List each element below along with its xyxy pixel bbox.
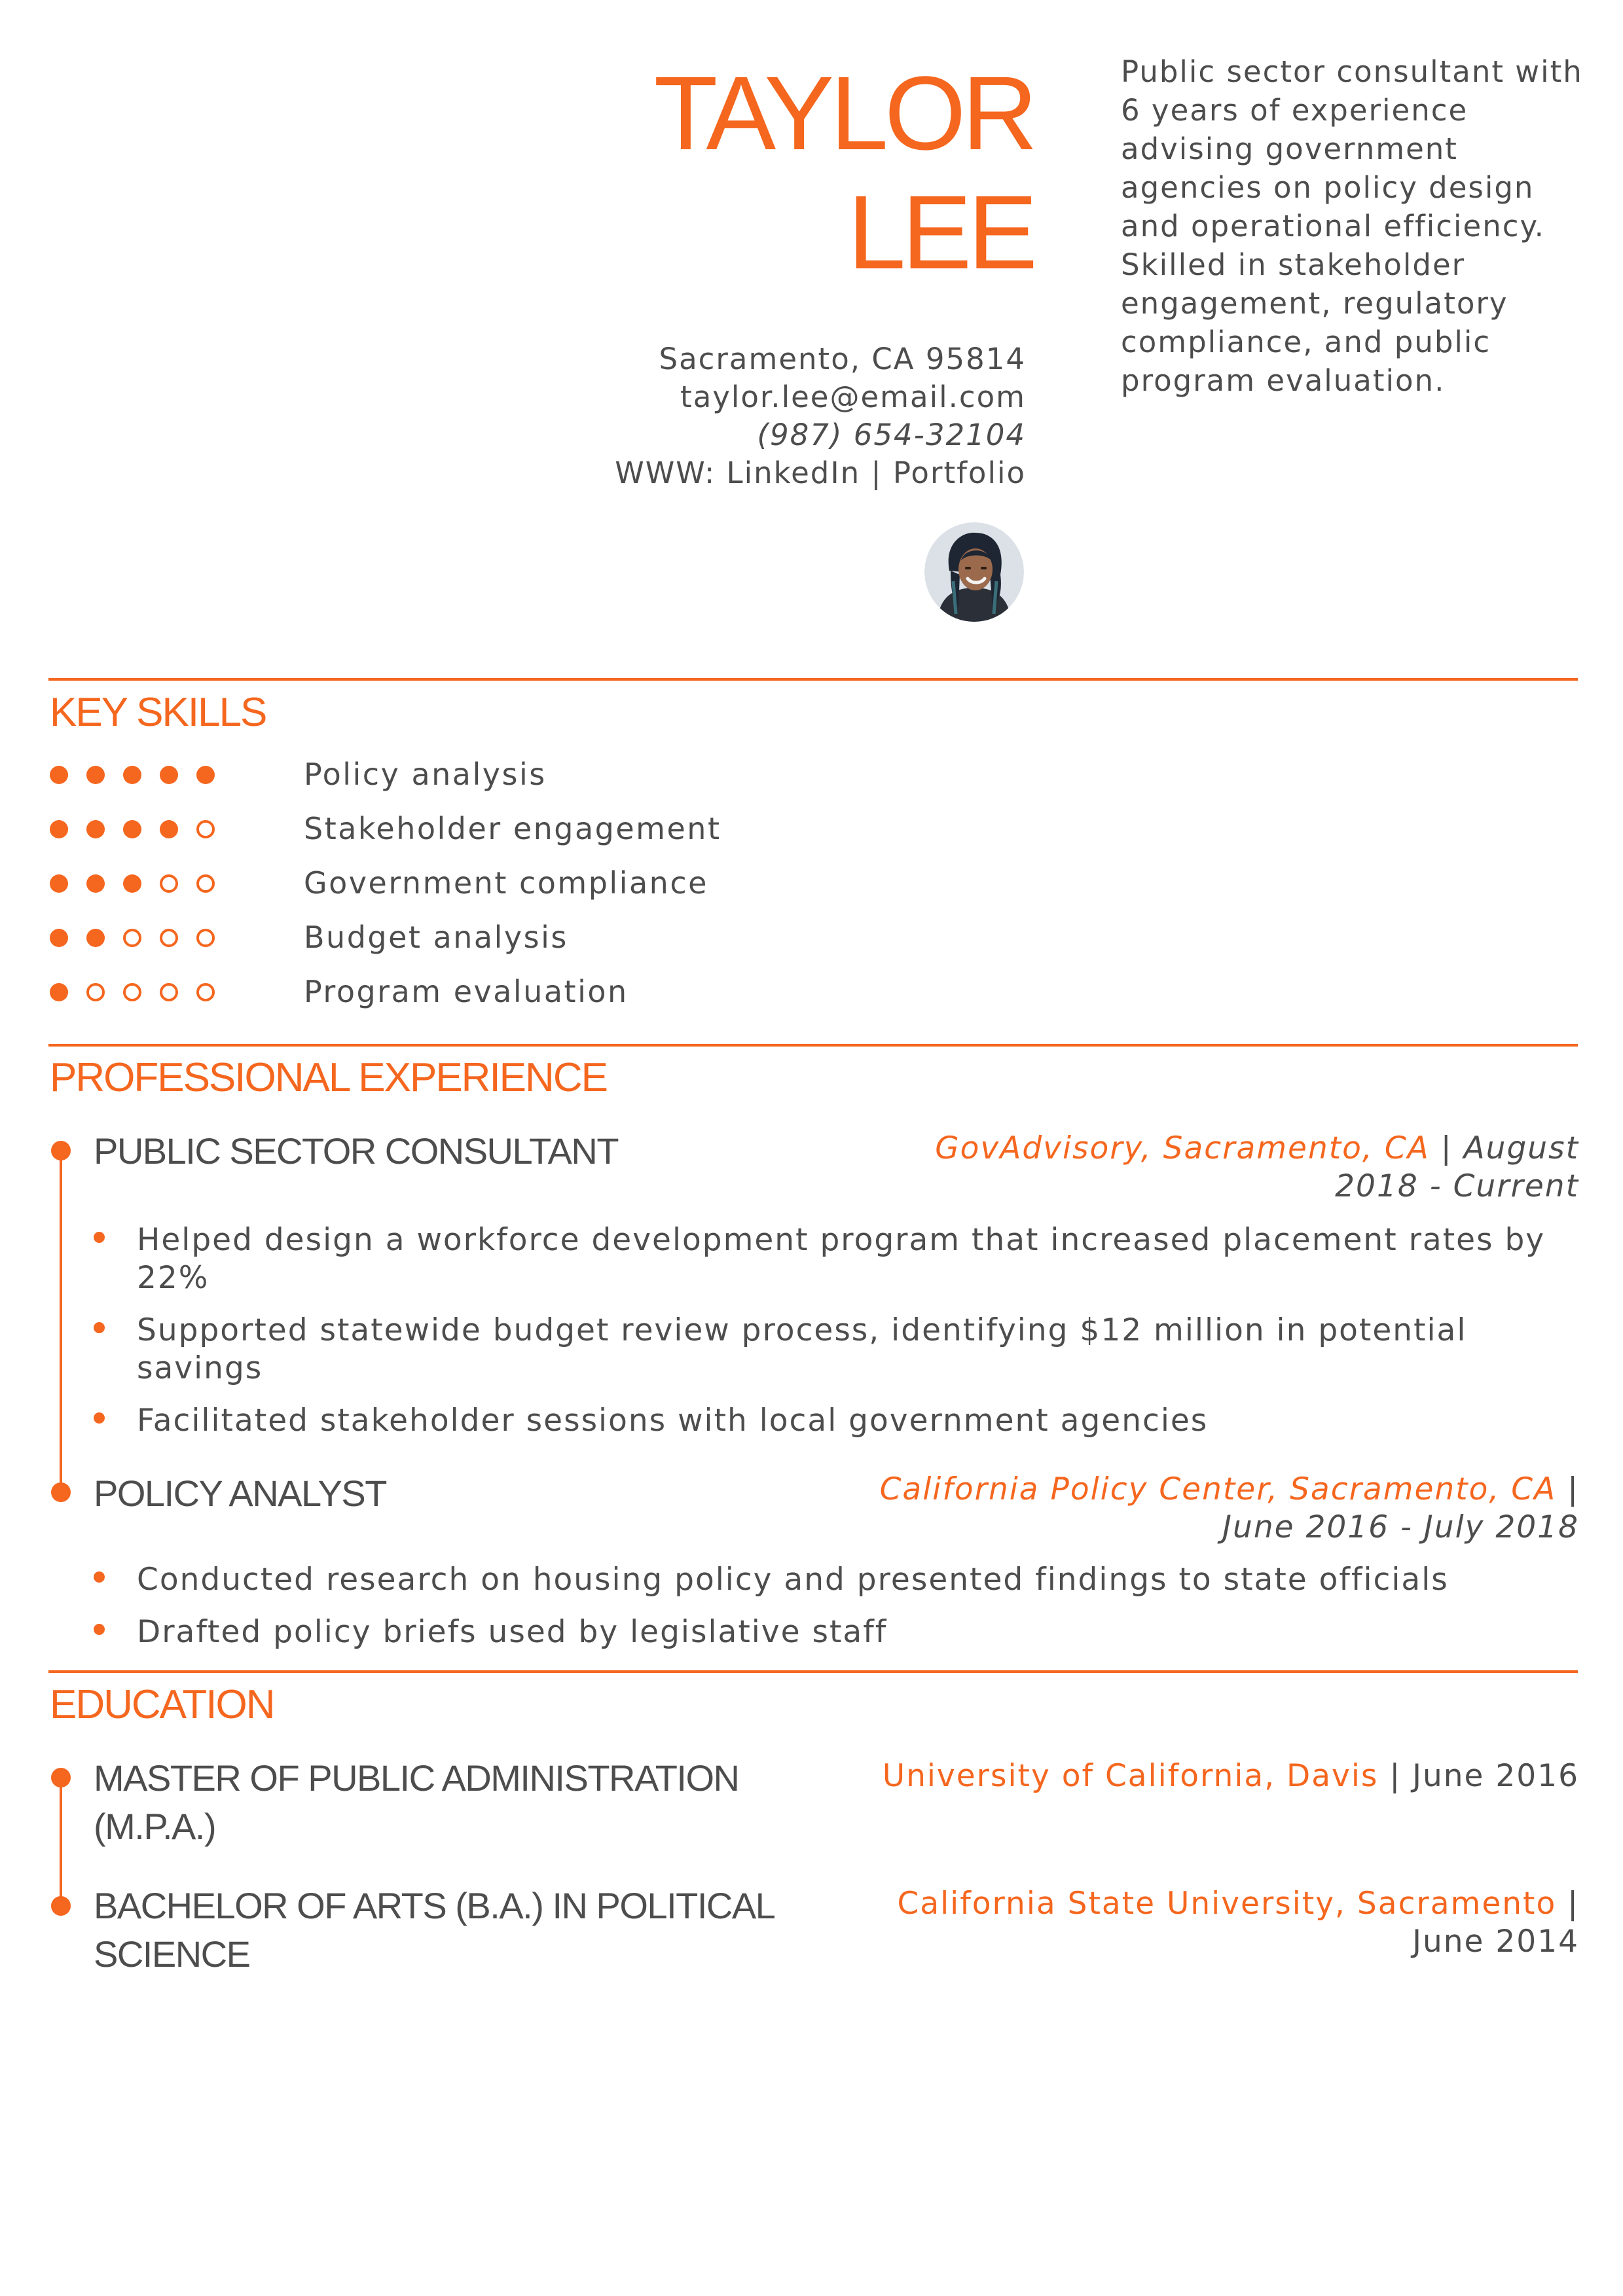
job-bullet <box>94 1613 1560 1651</box>
rating-dot-empty-icon <box>196 983 215 1001</box>
timeline-dot <box>51 1141 71 1160</box>
section-title-education: EDUCATION <box>50 1682 274 1727</box>
skill-label: Policy analysis <box>304 757 547 792</box>
timeline-dot <box>51 1896 71 1916</box>
bullet-dot-icon <box>94 1412 105 1424</box>
rating-dot-filled-icon <box>196 766 215 784</box>
rating-dot-filled-icon <box>160 820 178 838</box>
job-date-range: June 2016 - July 2018 <box>1222 1509 1579 1545</box>
rating-dot-filled-icon <box>86 874 105 893</box>
first-name: TAYLOR <box>653 54 1034 171</box>
degree-title <box>94 1754 739 1851</box>
rating-dot-empty-icon <box>196 929 215 947</box>
bullet-dot-icon <box>94 1624 105 1635</box>
bullet-dot-icon <box>94 1232 105 1243</box>
job-title: POLICY ANALYST <box>94 1473 386 1514</box>
timeline-dot <box>51 1482 71 1502</box>
bullet-dot-icon <box>94 1571 105 1583</box>
skill-label: Budget analysis <box>304 920 568 955</box>
rating-dot-filled-icon <box>123 820 141 838</box>
meta-separator: | <box>1378 1758 1413 1794</box>
rating-dot-empty-icon <box>86 983 105 1001</box>
graduation-date: June 2016 <box>1412 1758 1579 1794</box>
divider-experience <box>48 1044 1578 1047</box>
job-bullet <box>94 1402 1560 1440</box>
rating-dot-empty-icon <box>123 983 141 1001</box>
skill-label: Stakeholder engagement <box>304 811 721 846</box>
education-meta <box>793 1757 1579 1795</box>
rating-dot-empty-icon <box>160 983 178 1001</box>
job-bullet-text: Supported statewide budget review process, identifying $12 million in potential savings <box>137 1312 1467 1386</box>
skill-row <box>50 757 835 805</box>
rating-dot-filled-icon <box>86 929 105 947</box>
rating-dot-filled-icon <box>123 766 141 784</box>
rating-dot-empty-icon <box>196 820 215 838</box>
job-bullet <box>94 1221 1560 1297</box>
job-bullet-text: Drafted policy briefs used by legislative staff <box>137 1614 888 1650</box>
rating-dot-filled-icon <box>86 766 105 784</box>
graduation-date: June 2014 <box>1412 1924 1579 1960</box>
job-bullet-text: Conducted research on housing policy and presented findings to state officials <box>137 1562 1449 1598</box>
skill-row <box>50 974 835 1022</box>
school-name: University of California, Davis <box>882 1758 1379 1794</box>
skill-row <box>50 920 835 968</box>
contact-block <box>437 340 1026 492</box>
rating-dot-filled-icon <box>160 766 178 784</box>
skill-row <box>50 865 835 914</box>
rating-dot-filled-icon <box>86 820 105 838</box>
contact-web-links[interactable]: WWW: LinkedIn | Portfolio <box>615 456 1026 490</box>
rating-dot-empty-icon <box>196 874 215 893</box>
rating-dot-empty-icon <box>123 929 141 947</box>
degree-line: BACHELOR OF ARTS (B.A.) IN POLITICAL <box>94 1885 775 1926</box>
contact-email[interactable]: taylor.lee@email.com <box>680 380 1026 414</box>
education-meta <box>793 1885 1579 1961</box>
bullet-dot-icon <box>94 1322 105 1333</box>
rating-dot-filled-icon <box>50 874 68 893</box>
job-bullet <box>94 1312 1560 1388</box>
rating-dot-filled-icon <box>123 874 141 893</box>
experience-timeline <box>60 1151 62 1495</box>
job-title: PUBLIC SECTOR CONSULTANT <box>94 1130 619 1172</box>
section-title-skills: KEY SKILLS <box>50 690 266 735</box>
job-bullets <box>94 1561 1560 1666</box>
contact-phone: (987) 654-32104 <box>757 418 1026 452</box>
divider-education <box>48 1670 1578 1673</box>
job-bullets <box>94 1221 1560 1454</box>
profile-summary: Public sector consultant with 6 years of experience advising government agencies on policy design and operational efficiency. Skilled in stakeholder engagement, regulatory compliance, and public program evaluation. <box>1121 54 1583 398</box>
divider-skills <box>48 678 1578 681</box>
skill-label: Government compliance <box>304 865 708 901</box>
skill-row <box>50 811 835 859</box>
rating-dot-empty-icon <box>160 874 178 893</box>
education-timeline <box>60 1778 62 1906</box>
meta-separator: | <box>1556 1886 1579 1922</box>
skill-label: Program evaluation <box>304 974 629 1009</box>
job-bullet <box>94 1561 1560 1599</box>
contact-address: Sacramento, CA 95814 <box>659 342 1026 376</box>
rating-dot-filled-icon <box>50 983 68 1001</box>
degree-title <box>94 1882 775 1979</box>
job-bullet-text: Helped design a workforce development program that increased placement rates by 22% <box>137 1222 1546 1296</box>
section-title-experience: PROFESSIONAL EXPERIENCE <box>50 1055 607 1100</box>
job-employer: GovAdvisory, Sacramento, CA <box>935 1130 1430 1166</box>
meta-separator: | <box>1556 1471 1579 1507</box>
job-date-range: 2018 - Current <box>1335 1168 1579 1204</box>
degree-line: (M.P.A.) <box>94 1806 216 1847</box>
timeline-dot <box>51 1768 71 1787</box>
job-bullet-text: Facilitated stakeholder sessions with local government agencies <box>137 1403 1209 1439</box>
job-meta <box>793 1471 1579 1547</box>
job-date-start: August <box>1463 1130 1579 1166</box>
rating-dot-filled-icon <box>50 820 68 838</box>
rating-dot-empty-icon <box>160 929 178 947</box>
job-meta <box>924 1130 1579 1206</box>
rating-dot-filled-icon <box>50 766 68 784</box>
last-name: LEE <box>847 173 1034 291</box>
job-employer: California Policy Center, Sacramento, CA <box>879 1471 1557 1507</box>
degree-line: MASTER OF PUBLIC ADMINISTRATION <box>94 1757 739 1799</box>
rating-dot-filled-icon <box>50 929 68 947</box>
meta-separator: | <box>1429 1130 1464 1166</box>
degree-line: SCIENCE <box>94 1933 250 1975</box>
avatar <box>924 522 1024 622</box>
avatar-photo-icon <box>924 522 1024 622</box>
school-name: California State University, Sacramento <box>897 1886 1557 1922</box>
